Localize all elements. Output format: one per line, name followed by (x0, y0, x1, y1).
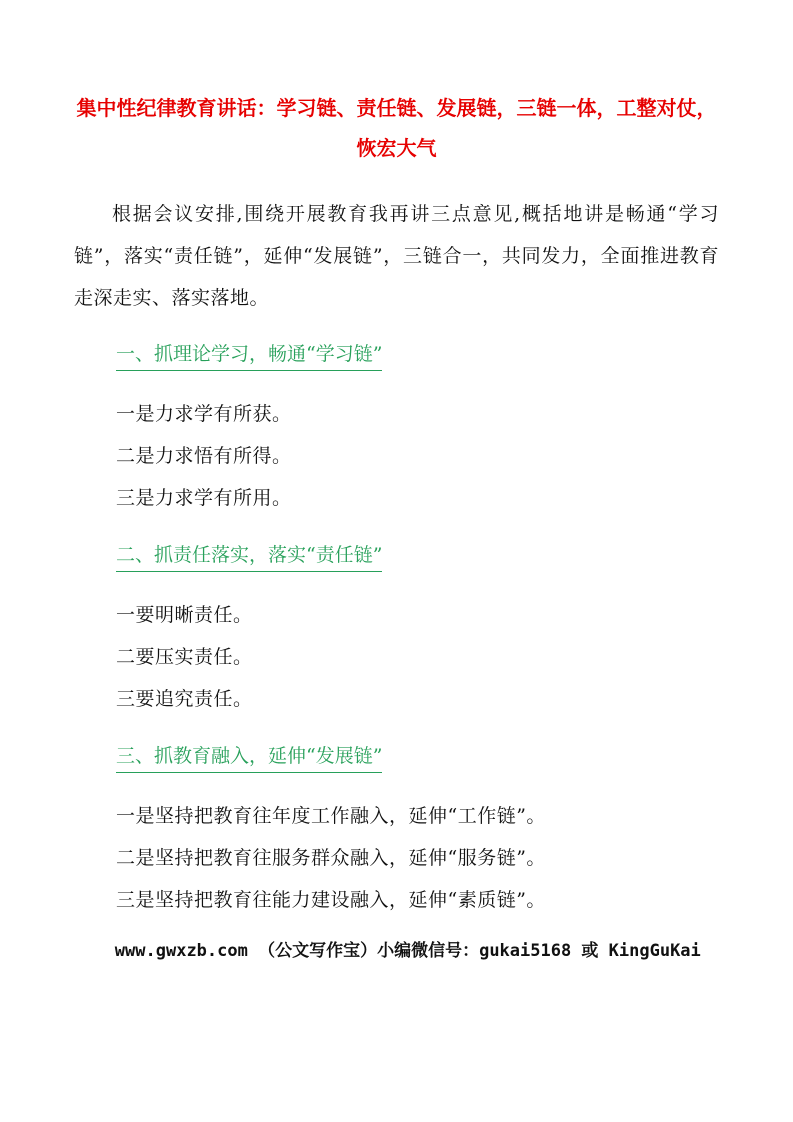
section-3-item-3: 三是坚持把教育往能力建设融入，延伸“素质链”。 (116, 889, 546, 911)
intro-paragraph: 根据会议安排,围绕开展教育我再讲三点意见,概括地讲是畅通“学习链”，落实“责任链”，延伸“发展链”，三链合一，共同发力，全面推进教育走深走实、落实落地。 (74, 203, 719, 309)
section-2-item-2: 二要压实责任。 (116, 646, 253, 668)
section-3-item-1: 一是坚持把教育往年度工作融入，延伸“工作链”。 (116, 805, 546, 827)
section-heading-2: 二、抓责任落实，落实“责任链” (116, 541, 382, 572)
document-title: 集中性纪律教育讲话：学习链、责任链、发展链，三链一体，工整对仗，恢宏大气 (76, 96, 717, 160)
section-heading-3: 三、抓教育融入，延伸“发展链” (116, 742, 382, 773)
section-1-item-2: 二是力求悟有所得。 (116, 445, 292, 467)
section-2-item-3: 三要追究责任。 (116, 688, 253, 710)
section-1-item-3: 三是力求学有所用。 (116, 487, 292, 509)
section-2-item-1: 一要明晰责任。 (116, 604, 253, 626)
section-heading-1: 一、抓理论学习，畅通“学习链” (116, 340, 382, 371)
section-1-item-1: 一是力求学有所获。 (116, 403, 292, 425)
footer-contact: www.gwxzb.com （公文写作宝）小编微信号：gukai5168 或 KingGuKai (114, 941, 701, 961)
section-3-item-2: 二是坚持把教育往服务群众融入，延伸“服务链”。 (116, 847, 546, 869)
